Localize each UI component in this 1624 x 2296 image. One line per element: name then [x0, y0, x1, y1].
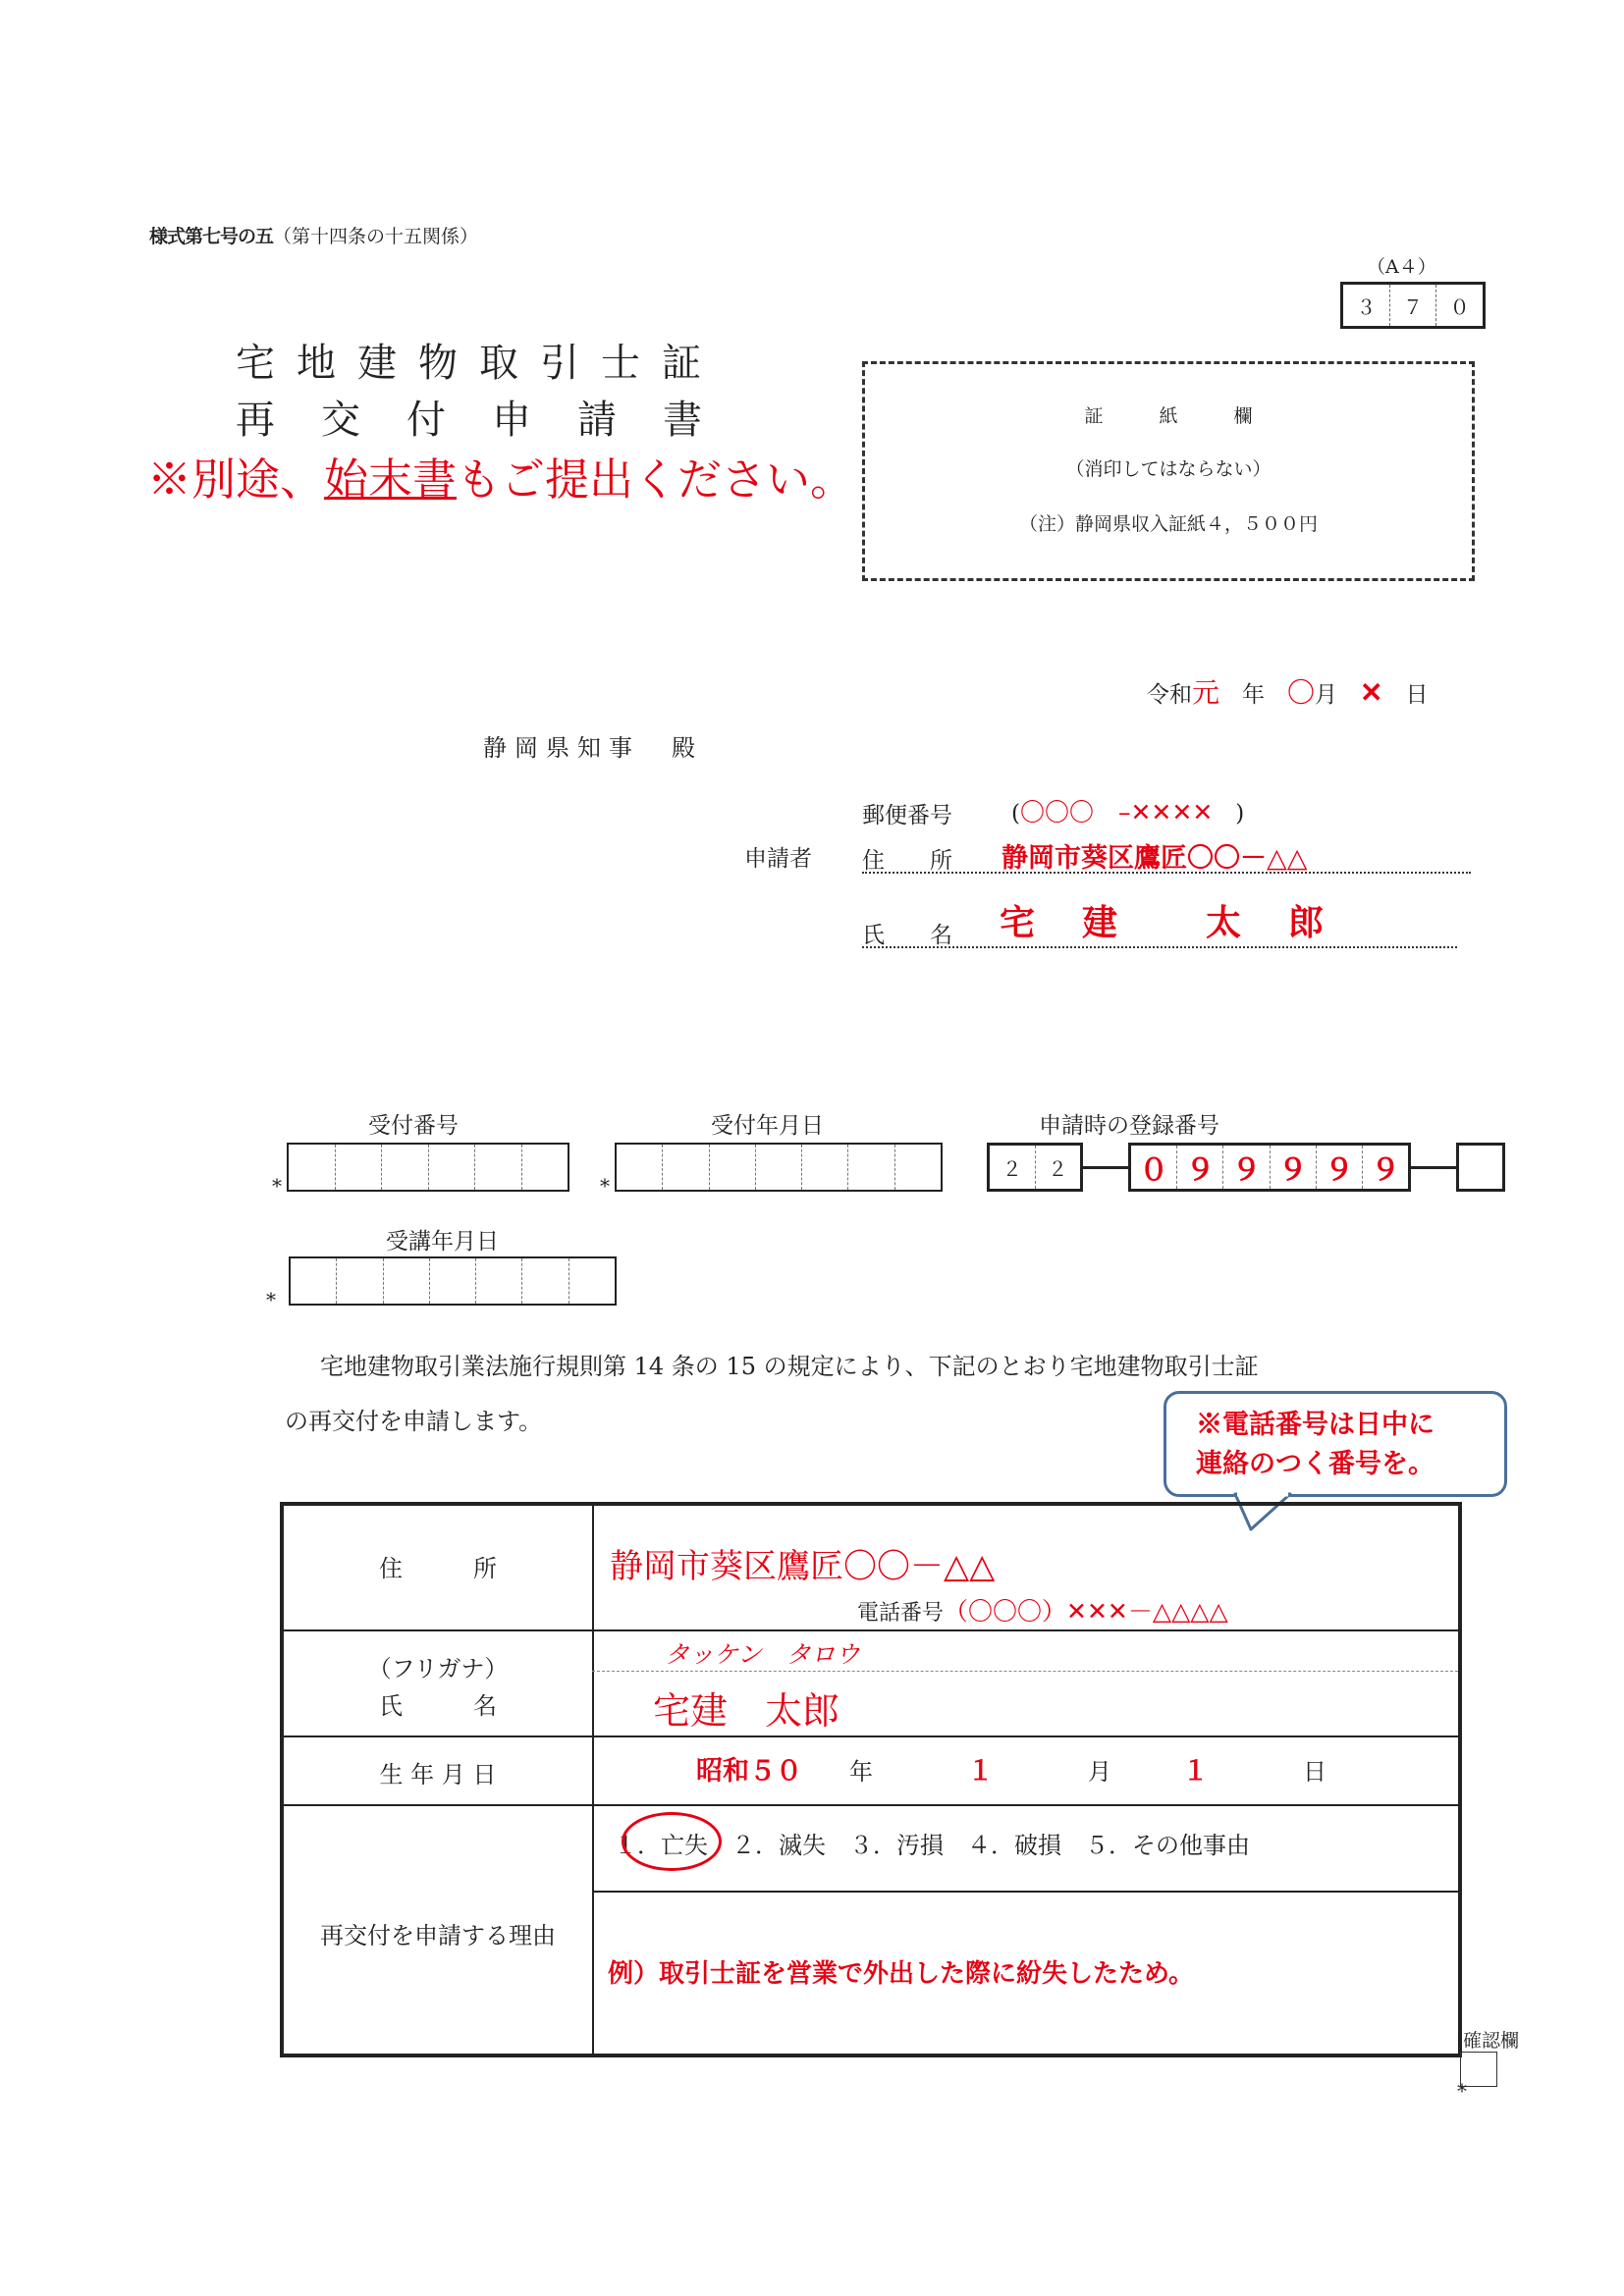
stamp-area-note: （注）静岡県収入証紙４，５００円	[1018, 513, 1318, 535]
reason-option-damaged[interactable]: ４．破損	[967, 1832, 1061, 1859]
registration-digit-boxes[interactable]	[1128, 1143, 1411, 1192]
course-date-label: 受講年月日	[386, 1229, 499, 1255]
form-code-box	[1340, 282, 1486, 329]
reason-option-other[interactable]: ５．その他事由	[1085, 1832, 1250, 1859]
page-title-line2: 再交付申請書	[236, 398, 748, 443]
registration-prefix-digit: ２	[1048, 1156, 1068, 1181]
phone-note-callout	[1164, 1391, 1507, 1497]
notice-suffix: もご提出ください。	[457, 454, 855, 506]
notice-emphasis: 始末書	[324, 454, 458, 506]
reason-option-lost[interactable]: １．亡失	[614, 1832, 708, 1859]
page-title-line1: 宅地建物取引士証	[236, 341, 723, 386]
notice-prefix: ※別途、	[147, 454, 325, 506]
reason-option-soiled[interactable]: ３．汚損	[849, 1832, 944, 1859]
registration-number-label: 申請時の登録番号	[1039, 1113, 1219, 1139]
date-year-unit: 年	[1242, 682, 1266, 708]
phone-label: 電話番号	[857, 1601, 945, 1626]
form-code-digit: ０	[1449, 294, 1470, 319]
callout-line2: 連絡のつく番号を。	[1196, 1449, 1435, 1479]
addressee: 静岡県知事 殿	[483, 734, 703, 762]
registration-digit: ９	[1317, 1146, 1363, 1189]
asterisk-mark: *	[266, 1288, 276, 1311]
selected-reason-circle	[622, 1812, 722, 1871]
applicant-address-value: 静岡市葵区鷹匠〇〇－△△	[1001, 843, 1308, 874]
name-value[interactable]: 宅建 太郎	[653, 1689, 840, 1733]
furigana-header: （フリガナ）	[367, 1655, 509, 1682]
postal-close: )	[1235, 801, 1245, 827]
applicant-name-label: 氏 名	[862, 923, 952, 948]
registration-suffix-box[interactable]	[1456, 1143, 1505, 1192]
registration-digit: ０	[1131, 1146, 1177, 1189]
form-number-reference: （第十四条の十五関係）	[273, 226, 479, 247]
birth-year-unit: 年	[849, 1758, 873, 1786]
application-date	[1147, 671, 1429, 711]
registration-digit: ９	[1177, 1146, 1223, 1189]
body-text-line1: 宅地建物取引業法施行規則第 14 条の 15 の規定により、下記のとおり宅地建物取引士証	[320, 1353, 1259, 1380]
postal-code-label: 郵便番号	[862, 803, 952, 828]
postal-code-field[interactable]	[1011, 793, 1244, 828]
body-text-line2: の再交付を申請します。	[285, 1408, 543, 1435]
registration-connector	[1411, 1166, 1456, 1169]
birth-month: １	[967, 1756, 994, 1787]
registration-prefix-boxes[interactable]	[987, 1143, 1083, 1192]
stamp-area-label: 証 紙 欄	[1084, 405, 1253, 427]
registration-prefix-digit: ２	[990, 1146, 1036, 1189]
asterisk-mark: *	[600, 1174, 610, 1198]
applicant-address-field[interactable]	[862, 836, 1471, 874]
form-code-digit: ７	[1390, 285, 1437, 326]
revenue-stamp-area[interactable]	[862, 361, 1475, 581]
paper-size-label: （A４）	[1367, 256, 1436, 278]
registration-digit: ９	[1370, 1153, 1400, 1188]
form-code-digit: ３	[1343, 285, 1390, 326]
applicant-name-value: 宅 建 太 郎	[1000, 902, 1330, 943]
postal-code-value: 〇〇〇 –✕✕✕✕	[1019, 798, 1214, 827]
registration-digit: ９	[1271, 1146, 1317, 1189]
registration-connector	[1083, 1166, 1128, 1169]
registration-digit: ９	[1223, 1146, 1270, 1189]
furigana-value[interactable]: タッケン タロウ	[665, 1640, 860, 1669]
callout-line1: ※電話番号は日中に	[1196, 1410, 1435, 1440]
application-details-table	[280, 1502, 1462, 2057]
birth-day-unit: 日	[1303, 1758, 1326, 1786]
birth-date-value[interactable]	[696, 1749, 1326, 1788]
date-era: 令和	[1147, 682, 1192, 708]
form-number-heading: 様式第七号の五	[149, 226, 274, 247]
asterisk-mark: *	[1457, 2079, 1467, 2103]
reason-header: 再交付を申請する理由	[320, 1922, 556, 1949]
phone-value: （〇〇〇）✕✕✕－△△△△	[944, 1597, 1228, 1626]
birth-day: １	[1182, 1756, 1209, 1787]
applicant-address-label: 住 所	[862, 848, 952, 874]
address-value[interactable]: 静岡市葵区鷹匠〇〇－△△	[610, 1547, 996, 1586]
reason-option-destroyed[interactable]: ２．滅失	[731, 1832, 826, 1859]
applicant-name-field[interactable]	[862, 895, 1457, 948]
reception-number-boxes[interactable]	[287, 1143, 569, 1192]
birth-month-unit: 月	[1088, 1758, 1111, 1786]
date-day-value: ✕	[1360, 676, 1383, 709]
address-header: 住 所	[379, 1555, 497, 1582]
notice-text	[147, 444, 854, 507]
course-date-boxes[interactable]	[289, 1256, 617, 1306]
stamp-area-instruction: （消印してはならない）	[1065, 458, 1272, 480]
reason-detail-value[interactable]: 例）取引士証を営業で外出した際に紛失したため。	[608, 1959, 1194, 1989]
birth-era-year: 昭和５０	[696, 1756, 802, 1787]
reception-number-label: 受付番号	[368, 1113, 459, 1139]
confirm-label: 確認欄	[1463, 2030, 1520, 2052]
date-day-unit: 日	[1405, 682, 1429, 708]
date-month-value: 〇	[1287, 676, 1316, 709]
postal-open: (	[1011, 801, 1020, 827]
form-number	[149, 222, 478, 248]
phone-field[interactable]	[857, 1592, 1228, 1628]
date-year-value: 元	[1192, 676, 1220, 709]
asterisk-mark: *	[272, 1174, 282, 1198]
birth-date-header: 生 年 月 日	[379, 1761, 497, 1789]
applicant-role-label: 申請者	[744, 846, 812, 872]
name-header: 氏 名	[379, 1692, 497, 1720]
reception-date-label: 受付年月日	[711, 1113, 824, 1139]
date-month-unit: 月	[1315, 682, 1338, 708]
reception-date-boxes[interactable]	[615, 1143, 943, 1192]
